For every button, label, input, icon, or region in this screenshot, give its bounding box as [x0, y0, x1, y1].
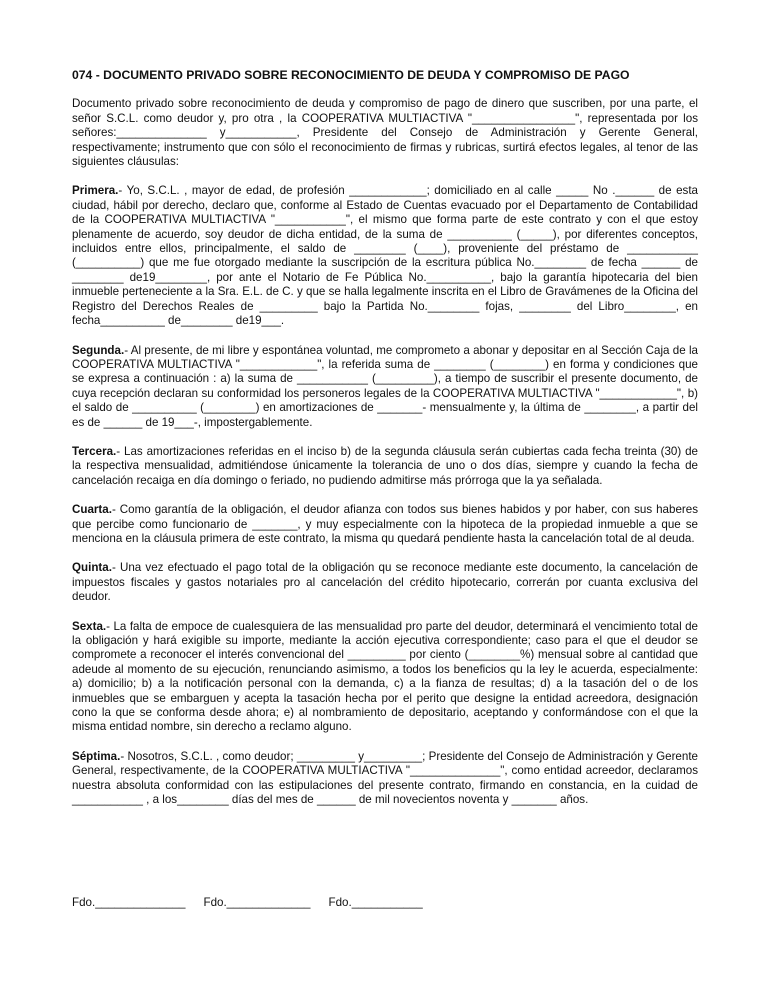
- document-body: [72, 68, 698, 822]
- clause-text: - Yo, S.C.L. , mayor de edad, de profesión ____________; domiciliado en al calle _____ No .______ de esta ciudad, hábil por derecho, declaro que, conforme al Estado de Cuentas evacuado por el Departamento de Contabilidad de la COOPERATIVA MULTIACTIVA "___________", el mismo que forma parte de este contrato y con el que estoy plenamente de acuerdo, soy deudor de dicha entidad, de la suma de __________ (_____), por diferentes conceptos, incluidos entre ellos, principalmente, el saldo de ________ (____), proveniente del préstamo de ___________ (__________) que me fue otorgado mediante la suscripción de la escritura pública No.________ de fecha ______ de ________ de19________, por ante el Notario de Fe Pública No.__________, bajo la garantía hipotecaria del bien inmueble perteneciente a la Sra. E.L. de C. y que se halla legalmente inscrita en el Libro de Gravámenes de la Oficina del Registro del Derechos Reales de _________ bajo la Partida No.________ fojas, ________ del Libro________, en fecha__________ de________ de19___.: [72, 184, 698, 328]
- clause-label: Primera.: [72, 184, 119, 198]
- clause-text: - Una vez efectuado el pago total de la obligación qu se reconoce mediante este documento, la cancelación de impuestos fiscales y gastos notariales pro al cancelación del crédito hipotecario, correrán por cuanta exclusiva del deudor.: [72, 561, 698, 604]
- signature-line: Fdo.______________: [72, 896, 186, 909]
- clause-label: Cuarta.: [72, 503, 112, 517]
- signature-line: Fdo.___________: [328, 896, 423, 909]
- clause-text: - Nosotros, S.C.L. , como deudor; _________ y_________; Presidente del Consejo de Administración y Gerente General, respectivamente, de la COOPERATIVA MULTIACTIVA "______________", como entidad acreedor, declaramos nuestra absoluta conformidad con las estipulaciones del presente contrato, firmando en constancia, en la cuidad de ___________ , a los________ días del mes de ______ de mil novecientos noventa y _______ años.: [72, 749, 698, 807]
- clause-septima: [72, 750, 698, 808]
- document-title: 074 - DOCUMENTO PRIVADO SOBRE RECONOCIMIENTO DE DEUDA Y COMPROMISO DE PAGO: [72, 68, 630, 82]
- clause-label: Sexta.: [72, 619, 107, 633]
- clause-text: - Como garantía de la obligación, el deudor afianza con todos sus bienes habidos y por haber, con sus haberes que percibe como funcionario de _______, y muy especialmente con la hipoteca de la propiedad inmueble a que se menciona en la cláusula primera de este contrato, la misma qu quedará pendiente hasta la cancelación total de al deuda.: [72, 503, 698, 545]
- signature-line: Fdo._____________: [203, 896, 311, 909]
- clause-text: - Las amortizaciones referidas en el inciso b) de la segunda cláusula serán cubiertas cada fecha treinta (30) de la respectiva mensualidad, admitiéndose únicamente la tolerancia de uno o dos días, siempre y cuando la fecha de cancelación recaiga en día domingo o feriado, no pudiendo admitirse más prórroga que la ya señalada.: [72, 444, 698, 487]
- clause-label: Séptima.: [72, 749, 121, 763]
- clause-text: - Al presente, de mi libre y espontánea voluntad, me comprometo a abonar y depositar en al Sección Caja de la COOPERATIVA MULTIACTIVA "____________", la referida suma de ________ (________) en forma y condiciones que se expresa a continuación : a) la suma de ___________ (_________), a tiempo de suscribir el presente documento, de cuya recepción declaran su conformidad los personeros legales de la COOPERATIVA MULTIACTIVA "____________", b) el saldo de __________ (________) en amortizaciones de _______- mensualmente y, la última de ________, a partir del es de ______ de 19___-, impostergablemente.: [72, 343, 698, 429]
- clause-cuarta: [72, 503, 698, 546]
- clause-label: Quinta.: [72, 561, 112, 575]
- clause-label: Segunda.: [72, 343, 125, 357]
- clause-segunda: [72, 344, 698, 430]
- clause-primera: [72, 184, 698, 328]
- signature-lines: [72, 896, 441, 909]
- intro-paragraph: Documento privado sobre reconocimiento de deuda y compromiso de pago de dinero que suscriben, por una parte, el señor S.C.L. como deudor y, pro otra , la COOPERATIVA MULTIACTIVA "________________", representada por los señores:______________ y___________, Presidente del Consejo de Administración y Gerente General, respectivamente; instrumento que con sólo el reconocimiento de firmas y rubricas, surtirá efectos legales, al tenor de las siguientes cláusulas:: [72, 97, 698, 169]
- clause-text: - La falta de empoce de cualesquiera de las mensualidad pro parte del deudor, determinará el vencimiento total de la obligación y hará exigible su importe, mediante la acción ejecutiva correspondiente; caso para el que el deudor se compromete a reconocer el interés convencional del _________ por ciento (________%) mensual sobre al cantidad que adeude al momento de su ejecución, renunciando asimismo, a todos los beneficios qu la ley le acuerda, especialmente: a) domicilio; b) a la notificación personal con la demanda, c) a la fianza de resultas; d) a la tasación del o de los inmuebles que se embarguen y acepta la tasación hecha por el perito que designe la entidad acreedora, designación cono la que se conforma desde ahora; e) al nombramiento de depositario, aceptando y conformándose con el que la misma entidad nombre, sin derecho a reclamo alguno.: [72, 619, 698, 734]
- clause-quinta: [72, 561, 698, 604]
- clause-sexta: [72, 620, 698, 735]
- clause-label: Tercera.: [72, 444, 117, 458]
- clause-tercera: [72, 445, 698, 488]
